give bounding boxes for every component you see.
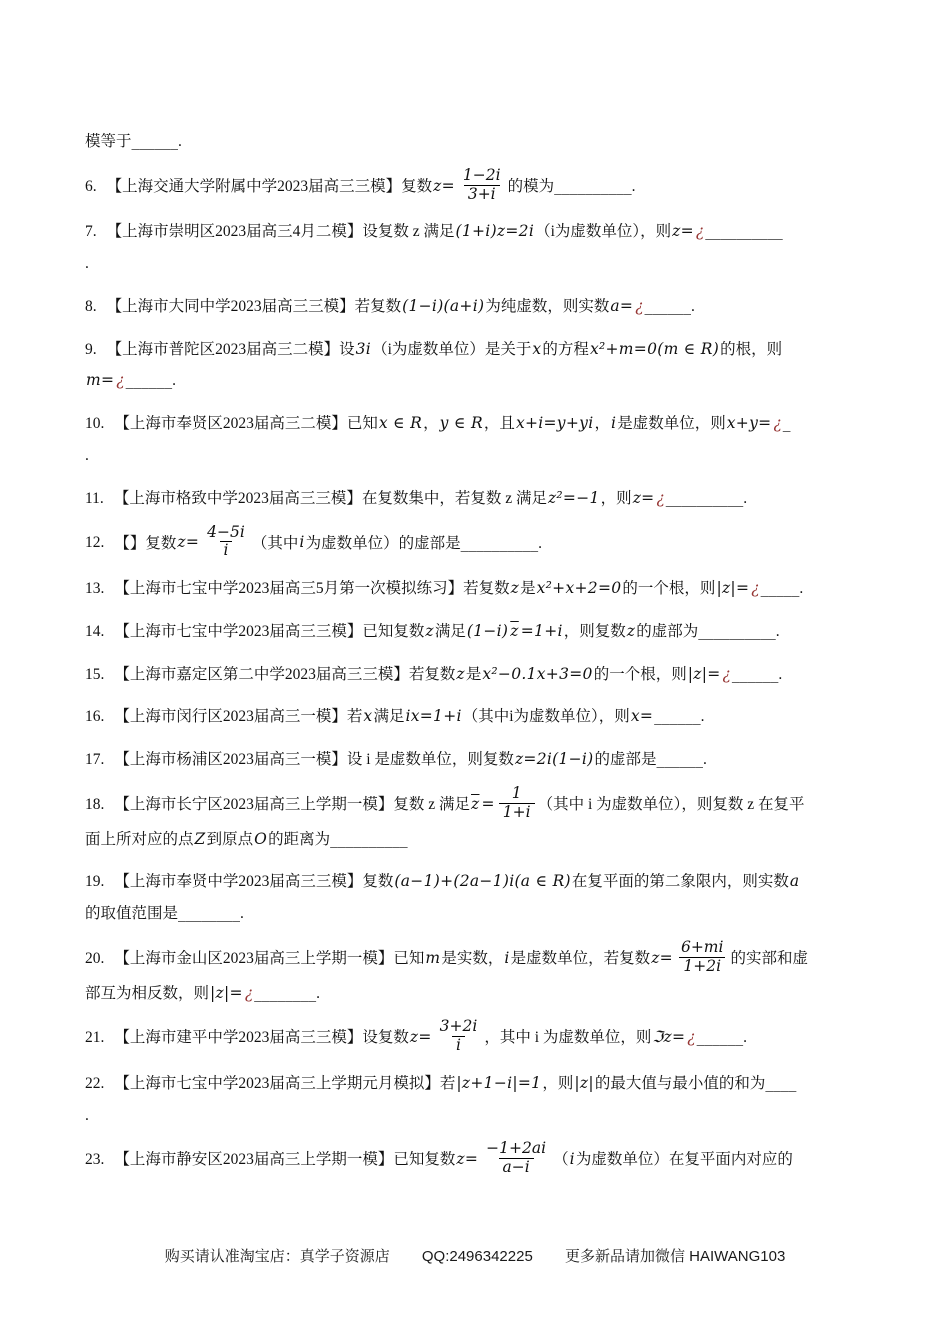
fraction-numerator: 3+2i (439, 1017, 478, 1036)
math-run: z= (433, 176, 455, 195)
problem-18 (85, 783, 866, 855)
inverted-question-mark: ¿ (656, 488, 665, 507)
text-run: ， (423, 415, 439, 433)
math-run: z (425, 621, 434, 640)
answer-blank: ______ (731, 664, 779, 683)
text-run: 满足 (434, 622, 466, 640)
math-run: |z|= (210, 983, 243, 1002)
text-run: 【上海市大同中学2023届高三三模】若复数 (106, 297, 402, 315)
math-run: i (610, 414, 617, 433)
footer-store-text: 购买请认准淘宝店：真学子资源店 (164, 1248, 390, 1265)
problem-number: 17. (85, 751, 105, 769)
fraction (459, 167, 505, 204)
inverted-question-mark: ¿ (635, 296, 644, 315)
inverted-question-mark: ¿ (751, 579, 760, 598)
fraction (677, 939, 728, 976)
text-run: （ (553, 1151, 569, 1169)
answer-blank: ______ (654, 707, 701, 726)
text-run: （i为虚数单位）是关于 (372, 340, 532, 358)
text-run: （其中i为虚数单位），则 (462, 708, 630, 726)
text-run: . (691, 297, 695, 315)
text-run: 的方程 (542, 340, 589, 358)
math-run: z²=−1 (547, 488, 600, 507)
math-run: |z| (574, 1073, 594, 1092)
answer-blank: ____ (765, 1073, 797, 1092)
fraction-denominator: i (220, 541, 233, 560)
text-run: 是实数， (441, 949, 504, 967)
problem-number: 15. (85, 665, 105, 683)
problem-number: 19. (85, 873, 105, 891)
math-run: z= (672, 222, 694, 241)
footer-qq-text: QQ:2496342225 (421, 1248, 533, 1265)
text-run: . (700, 708, 705, 726)
fraction (482, 1140, 550, 1177)
problem-19 (85, 866, 866, 930)
fraction-numerator: −1+2ai (486, 1139, 547, 1158)
math-run: y ∈ R (439, 414, 483, 433)
math-run: z=2i(1−i) (514, 750, 594, 769)
math-run: z (510, 579, 520, 598)
math-run: |z|= (687, 664, 721, 683)
problem-23 (85, 1139, 866, 1179)
answer-blank: ______ (125, 371, 173, 390)
text-run: 的虚部为 (636, 622, 699, 640)
text-run: 【上海交通大学附属中学2023届高三三模】复数 (106, 177, 433, 195)
text-run: . (316, 984, 321, 1002)
math-run: a (789, 872, 800, 891)
text-run: 的一个根，则 (622, 580, 716, 598)
text-run: 【上海市七宝中学2023届高三三模】已知复数 (114, 622, 425, 640)
text-run: 是虚数单位，若复数 (510, 949, 651, 967)
problem-number: 7. (85, 223, 97, 241)
text-run: 的模为 (507, 177, 555, 195)
answer-blank: ________ (178, 904, 241, 923)
problem-15 (85, 659, 866, 691)
problem-number: 13. (85, 580, 105, 598)
text-run: 部互为相反数，则 (85, 984, 210, 1002)
math-run: x+i=y+yi (515, 414, 594, 433)
answer-blank: ______ (696, 1028, 744, 1047)
fraction-numerator: 1−2i (462, 165, 501, 184)
problem-14 (85, 616, 866, 648)
text-run: . (172, 372, 176, 390)
text-run: 到原点 (206, 830, 254, 848)
text-run: （其中 i 为虚数单位），则复数 z 在复平 (537, 795, 805, 813)
inverted-question-mark: ¿ (722, 664, 731, 683)
text-run: 在复平面的第二象限内，则实数 (571, 873, 789, 891)
problem-21 (85, 1017, 866, 1057)
answer-blank: __________ (460, 533, 539, 552)
fraction-numerator: 4−5i (207, 522, 245, 541)
text-run: . (799, 580, 804, 598)
math-run: (1−i)(a+i) (402, 296, 485, 315)
problem-6 (85, 165, 866, 206)
text-run: . (538, 534, 542, 552)
math-run: z= (456, 1150, 479, 1169)
math-run: m= (86, 371, 115, 390)
conjugate-math-run: $\overline{z}$ (510, 621, 519, 640)
text-run: 【上海市静安区2023届高三上学期一模】已知复数 (114, 1151, 456, 1169)
text-run: 的根，则 (720, 340, 783, 358)
math-run: (1−i) (466, 621, 509, 640)
text-run: 【上海市七宝中学2023届高三5月第一次模拟练习】若复数 (114, 580, 510, 598)
problem-number: 14. (85, 622, 105, 640)
math-run: z= (409, 1028, 432, 1047)
answer-blank: __________ (698, 621, 776, 640)
text-run: 模等于 (85, 133, 132, 150)
problem-7 (85, 216, 866, 280)
fraction-denominator: 1+2i (679, 957, 725, 976)
answer-blank: ______ (131, 132, 179, 150)
math-run: (1+i)z=2i (455, 222, 535, 241)
problem-number: 12. (85, 534, 105, 552)
problem-10 (85, 408, 866, 472)
problem-13 (85, 573, 866, 605)
math-run: ix=1+i (405, 707, 462, 726)
text-run: ，则复数 (563, 622, 626, 640)
math-run: 3i (355, 339, 372, 358)
problem-number: 10. (85, 415, 105, 433)
math-run: m (425, 948, 441, 967)
inverted-question-mark: ¿ (695, 222, 705, 241)
text-run: 【】复数 (114, 534, 177, 552)
answer-blank: __________ (705, 222, 783, 241)
text-run: 为纯虚数，则实数 (485, 297, 610, 315)
math-run: ℑz= (652, 1028, 686, 1047)
conjugate-math-run: $\overline{z}$ (471, 794, 480, 813)
text-run: 【上海市建平中学2023届高三三模】设复数 (114, 1029, 409, 1047)
problem-12 (85, 522, 866, 563)
text-run: 【上海市七宝中学2023届高三上学期元月模拟】若 (114, 1074, 456, 1092)
text-run: 【上海市奉贤中学2023届高三三模】复数 (114, 873, 394, 891)
answer-blank: __________ (665, 488, 744, 507)
text-run: 为虚数单位）在复平面内对应的 (575, 1151, 793, 1169)
text-run: 是 (520, 580, 536, 598)
text-run: ，其中 i 为虚数单位，则 (484, 1029, 652, 1047)
text-run: . (703, 751, 707, 769)
problem-9 (85, 334, 866, 398)
math-run: Z (194, 829, 206, 848)
fraction-denominator: a−i (499, 1158, 534, 1177)
problem-number: 21. (85, 1029, 105, 1047)
math-run: a= (610, 296, 634, 315)
math-run: z= (632, 488, 655, 507)
problem-8 (85, 291, 866, 323)
text-run: . (743, 1029, 747, 1047)
math-run: x+y= (726, 414, 772, 433)
inverted-question-mark: ¿ (244, 983, 254, 1002)
text-run: 【上海市杨浦区2023届高三一模】设 i 是虚数单位，则复数 (114, 751, 514, 769)
text-run: . (178, 133, 182, 150)
text-run: （其中 (251, 534, 299, 552)
answer-blank: __________ (554, 176, 632, 195)
text-run: 【上海市奉贤区2023届高三二模】已知 (114, 415, 378, 433)
math-run: (a−1)+(2a−1)i(a ∈ R) (394, 872, 571, 891)
answer-blank: ______ (656, 750, 704, 769)
text-run: 【上海市长宁区2023届高三上学期一模】复数 z 满足 (114, 795, 471, 813)
inverted-question-mark: ¿ (116, 371, 125, 390)
problem-16 (85, 701, 866, 733)
continued-line (85, 126, 866, 158)
text-run: 【上海市闵行区2023届高三一模】若 (114, 708, 363, 726)
math-run: =1+i (520, 621, 563, 640)
text-run: . (778, 665, 783, 683)
answer-blank: __________ (330, 829, 408, 848)
math-run: z (456, 664, 465, 683)
text-run: . (631, 177, 636, 195)
math-run: |z|= (716, 579, 750, 598)
problem-number: 22. (85, 1074, 105, 1092)
fraction-numerator: 6+mi (680, 937, 724, 956)
problem-number: 11. (85, 489, 104, 507)
math-run: O (254, 829, 268, 848)
text-run: ， (594, 415, 610, 433)
problem-number: 16. (85, 708, 105, 726)
fraction-denominator: 1+i (499, 803, 535, 822)
problem-11 (85, 483, 866, 515)
text-run: 【上海市金山区2023届高三上学期一模】已知 (114, 949, 425, 967)
text-run: . (85, 446, 89, 464)
text-run: 【上海市普陀区2023届高三二模】设 (106, 340, 355, 358)
math-run: i (504, 948, 510, 967)
math-run: x²+x+2=0 (536, 579, 622, 598)
fraction (436, 1018, 482, 1055)
text-run: . (775, 622, 780, 640)
math-run: = (481, 794, 495, 813)
problem-number: 6. (85, 177, 97, 195)
answer-blank: ________ (254, 983, 317, 1002)
inverted-question-mark: ¿ (773, 414, 782, 433)
fraction-numerator: 1 (511, 783, 522, 802)
math-run: i (569, 1150, 575, 1169)
text-run: （i为虚数单位），则 (535, 223, 672, 241)
text-run: 满足 (373, 708, 405, 726)
text-run: . (85, 1106, 89, 1124)
text-run: ，则 (600, 489, 632, 507)
math-run: x= (630, 707, 654, 726)
answer-blank: ______ (644, 296, 691, 315)
math-run: x²−0.1x+3=0 (482, 664, 593, 683)
text-run: ，则 (542, 1074, 574, 1092)
math-run: z= (651, 948, 673, 967)
text-run: . (743, 489, 748, 507)
problem-17 (85, 744, 866, 776)
text-run: 面上所对应的点 (85, 830, 194, 848)
text-run: 【上海市格致中学2023届高三三模】在复数集中，若复数 z 满足 (113, 489, 547, 507)
math-run: x (532, 339, 542, 358)
text-run: 的最大值与最小值的和为 (594, 1074, 766, 1092)
math-run: z (626, 621, 636, 640)
text-run: 的实部和虚 (730, 949, 808, 967)
text-run: 为虚数单位）的虚部是 (305, 534, 461, 552)
text-run: ，且 (483, 415, 515, 433)
math-run: x ∈ R (378, 414, 423, 433)
math-run: x (363, 707, 373, 726)
answer-blank: _____ (760, 579, 800, 598)
fraction (499, 785, 535, 822)
text-run: 的取值范围是 (85, 905, 179, 923)
text-run: 【上海市崇明区2023届高三4月二模】设复数 z 满足 (106, 223, 455, 241)
answer-blank: _ (782, 414, 791, 433)
text-run: 【上海市嘉定区第二中学2023届高三三模】若复数 (114, 665, 456, 683)
text-run: 是虚数单位，则 (617, 415, 726, 433)
math-run: |z+1−i|=1 (456, 1073, 542, 1092)
text-run: . (85, 255, 89, 273)
math-run: x²+m=0(m ∈ R) (589, 339, 720, 358)
problem-20 (85, 937, 866, 1009)
inverted-question-mark: ¿ (687, 1028, 696, 1047)
math-run: z= (177, 533, 200, 552)
problem-number: 23. (85, 1151, 105, 1169)
text-run: 的距离为 (268, 830, 331, 848)
text-run: . (240, 905, 244, 923)
footer-wechat-text: 更多新品请加微信 HAIWANG103 (564, 1248, 786, 1265)
fraction-denominator: i (452, 1036, 465, 1055)
problem-number: 20. (85, 949, 105, 967)
problem-22 (85, 1068, 866, 1132)
problem-number: 18. (85, 795, 105, 813)
problem-number: 8. (85, 297, 97, 315)
problem-number: 9. (85, 340, 97, 358)
math-run: i (299, 533, 305, 552)
text-run: 的虚部是 (594, 751, 657, 769)
footer (0, 1245, 950, 1266)
fraction-denominator: 3+i (464, 185, 500, 204)
fraction (203, 524, 249, 561)
text-run: 的一个根，则 (593, 665, 687, 683)
text-run: 是 (465, 665, 482, 683)
